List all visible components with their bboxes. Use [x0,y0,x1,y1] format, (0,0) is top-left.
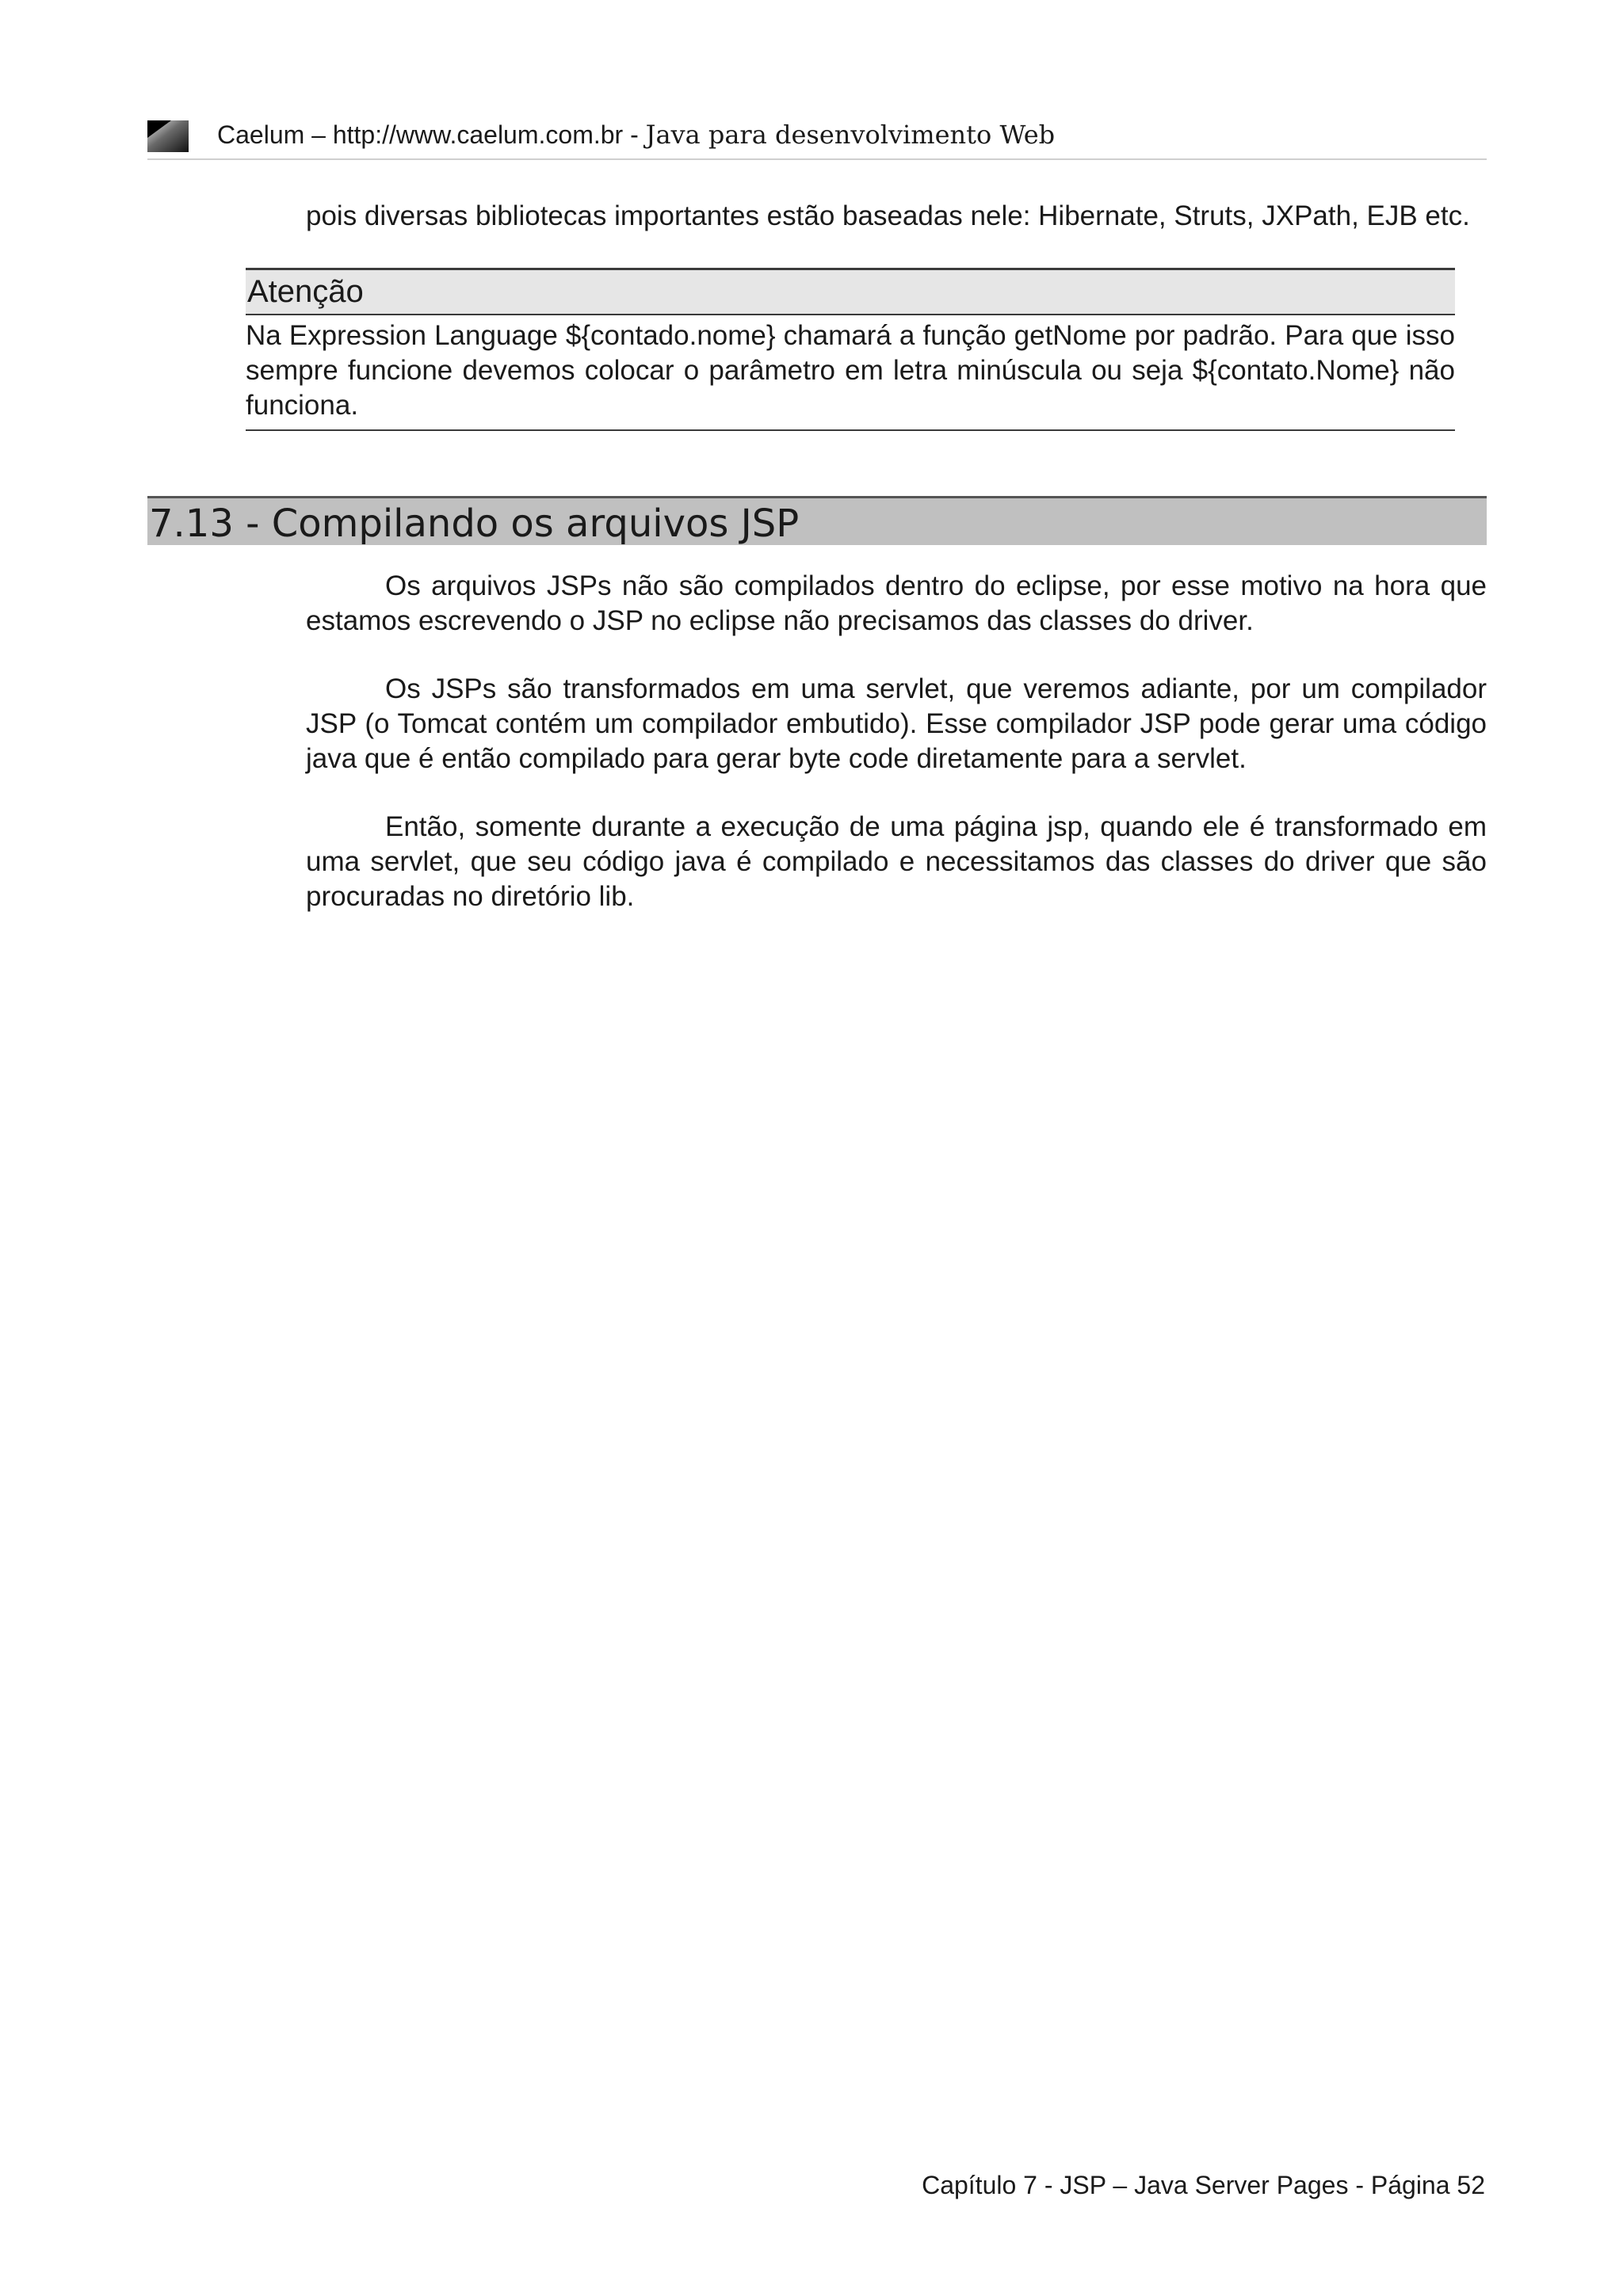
header-title [217,117,1055,152]
body-paragraph: Os arquivos JSPs não são compilados dentro do eclipse, por esse motivo na hora que estamos escrevendo o JSP no eclipse não precisamos das classes do driver. [306,570,1487,636]
header-site-text: Caelum – http://www.caelum.com.br - [217,120,639,149]
note-title: Atenção [246,270,1455,315]
intro-paragraph: pois diversas bibliotecas importantes estão baseadas nele: Hibernate, Struts, JXPath, EJB etc. [306,200,1470,231]
section-body [306,569,1487,948]
body-paragraph: Os JSPs são transformados em uma servlet, que veremos adiante, por um compilador JSP (o Tomcat contém um compilador embutido). Esse compilador JSP pode gerar uma código java que é então compilado para gerar byte code diretamente para a servlet. [306,673,1487,774]
header-book-title: Java para desenvolvimento Web [645,120,1056,150]
page-footer: Capítulo 7 - JSP – Java Server Pages - Página 52 [922,2171,1485,2199]
attention-note [246,268,1455,431]
body-paragraph: Então, somente durante a execução de uma página jsp, quando ele é transformado em uma servlet, que seu código java é compilado e necessitamos das classes do driver que são procuradas no diretório lib. [306,811,1487,912]
section-heading: 7.13 - Compilando os arquivos JSP [147,496,1487,545]
note-body: Na Expression Language ${contado.nome} chamará a função getNome por padrão. Para que isso sempre funcione devemos colocar o parâmetro em letra minúscula ou seja ${contato.Nome} não funciona. [246,320,1455,421]
caelum-logo-icon [147,120,189,152]
page-header [147,117,1487,160]
